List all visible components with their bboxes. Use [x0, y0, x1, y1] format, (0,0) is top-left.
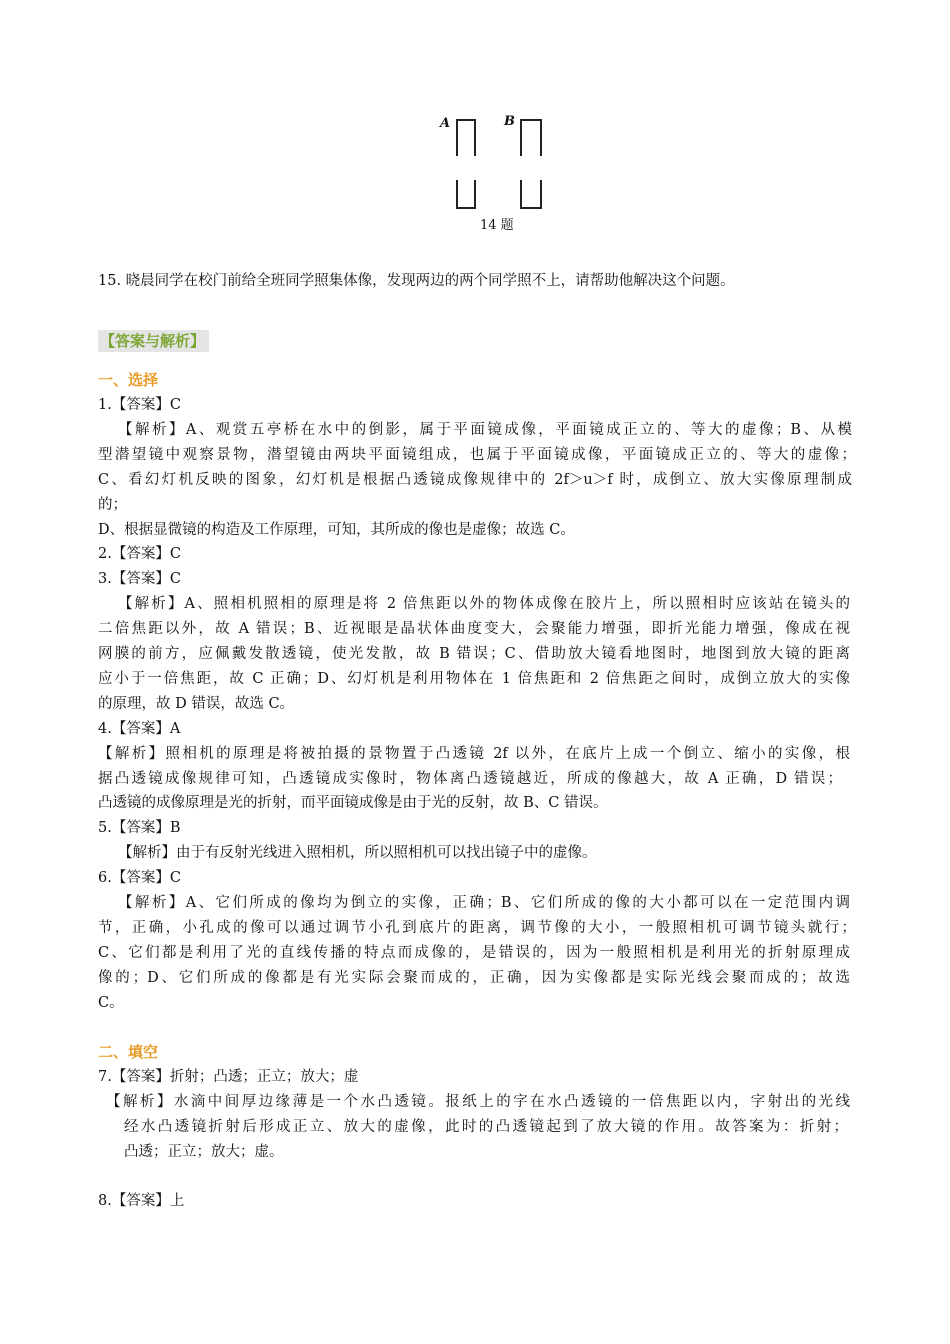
analysis-6-line-1: 【解析】A、它们所成的像均为倒立的实像，正确；B、它们所成的像的大小都可以在一定范围内调: [118, 895, 850, 911]
analysis-1-line-4: 的；: [98, 497, 127, 513]
analysis-5-line-1: 【解析】由于有反射光线进入照相机，所以照相机可以找出镜子中的虚像。: [118, 845, 597, 861]
analysis-7-line-3: 凸透；正立；放大；虚。: [124, 1144, 284, 1160]
analysis-3-line-4: 应小于一倍焦距，故 C 正确；D、幻灯机是利用物体在 1 倍焦距和 2 倍焦距之间时，成倒立放大的实像: [98, 671, 850, 687]
analysis-4-line-3: 凸透镜的成像原理是光的折射，而平面镜成像是由于光的反射，故 B、C 错误。: [98, 795, 608, 811]
analysis-7-line-1: 【解析】水滴中间厚边缘薄是一个水凸透镜。报纸上的字在水凸透镜的一倍焦距以内，字射出的光线: [106, 1094, 850, 1110]
section-choice-heading: 一、选择: [98, 371, 159, 389]
answer-6: 6.【答案】C: [98, 870, 181, 886]
figure-label-b: B: [504, 114, 515, 129]
mirror-a-top: [457, 120, 475, 156]
analysis-3-line-1: 【解析】A、照相机照相的原理是将 2 倍焦距以外的物体成像在胶片上，所以照相时应该站在镜头的: [118, 596, 850, 612]
answer-1: 1.【答案】C: [98, 397, 181, 413]
analysis-6-line-4: 像的；D、它们所成的像都是有光实际会聚而成的，正确，因为实像都是实际光线会聚而成的；故选: [98, 970, 850, 986]
analysis-3-line-2: 二倍焦距以外，故 A 错误；B、近视眼是晶状体曲度变大，会聚能力增强，即折光能力增强，像成在视: [98, 621, 850, 637]
analysis-1-line-5: D、根据显微镜的构造及工作原理，可知，其所成的像也是虚像；故选 C。: [98, 522, 575, 538]
answer-3: 3.【答案】C: [98, 571, 181, 587]
analysis-6-line-3: C、它们都是利用了光的直线传播的特点而成像的，是错误的，因为一般照相机是利用光的折射原理成: [98, 945, 850, 961]
figure-14: [430, 110, 560, 232]
mirror-b-top: [521, 120, 541, 156]
answer-4: 4.【答案】A: [98, 721, 181, 737]
answer-7: 7.【答案】折射；凸透；正立；放大；虚: [98, 1069, 359, 1085]
section-fill-heading: 二、填空: [98, 1043, 159, 1061]
figure-caption: 14 题: [480, 218, 514, 233]
analysis-1-line-3: C、看幻灯机反映的图象，幻灯机是根据凸透镜成像规律中的 2f＞u＞f 时，成倒立、放大实像原理制成: [98, 472, 852, 488]
figure-label-a: A: [440, 116, 451, 131]
analysis-3-line-3: 网膜的前方，应佩戴发散透镜，使光发散，故 B 错误；C、借助放大镜看地图时，地图到放大镜的距离: [98, 646, 850, 662]
analysis-6-line-2: 节，正确，小孔成的像可以通过调节小孔到底片的距离，调节像的大小，一般照相机可调节镜头就行；: [98, 920, 856, 936]
analysis-1-line-1: 【解析】A、观赏五亭桥在水中的倒影，属于平面镜成像，平面镜成正立的、等大的虚像；B、从模: [118, 422, 852, 438]
answer-5: 5.【答案】B: [98, 820, 181, 836]
question-15: 15. 晓晨同学在校门前给全班同学照集体像，发现两边的两个同学照不上，请帮助他解决这个问题。: [98, 273, 735, 289]
answer-8: 8.【答案】上: [98, 1193, 185, 1209]
answers-title: 【答案与解析】: [98, 330, 209, 352]
analysis-6-line-5: C。: [98, 995, 124, 1011]
mirror-a-bottom: [457, 180, 475, 208]
analysis-4-line-1: 【解析】照相机的原理是将被拍摄的景物置于凸透镜 2f 以外，在底片上成一个倒立、缩小的实像，根: [98, 746, 850, 762]
analysis-7-line-2: 经水凸透镜折射后形成正立、放大的虚像，此时的凸透镜起到了放大镜的作用。故答案为：折射；: [124, 1119, 848, 1135]
analysis-4-line-2: 据凸透镜成像规律可知，凸透镜成实像时，物体离凸透镜越近，所成的像越大，故 A 正确，D 错误；: [98, 771, 842, 787]
mirror-b-bottom: [521, 180, 541, 208]
analysis-1-line-2: 型潜望镜中观察景物，潜望镜由两块平面镜组成，也属于平面镜成像，平面镜成正立的、等大的虚像；: [98, 447, 856, 463]
answer-2: 2.【答案】C: [98, 546, 181, 562]
analysis-3-line-5: 的原理，故 D 错误，故选 C。: [98, 696, 295, 712]
